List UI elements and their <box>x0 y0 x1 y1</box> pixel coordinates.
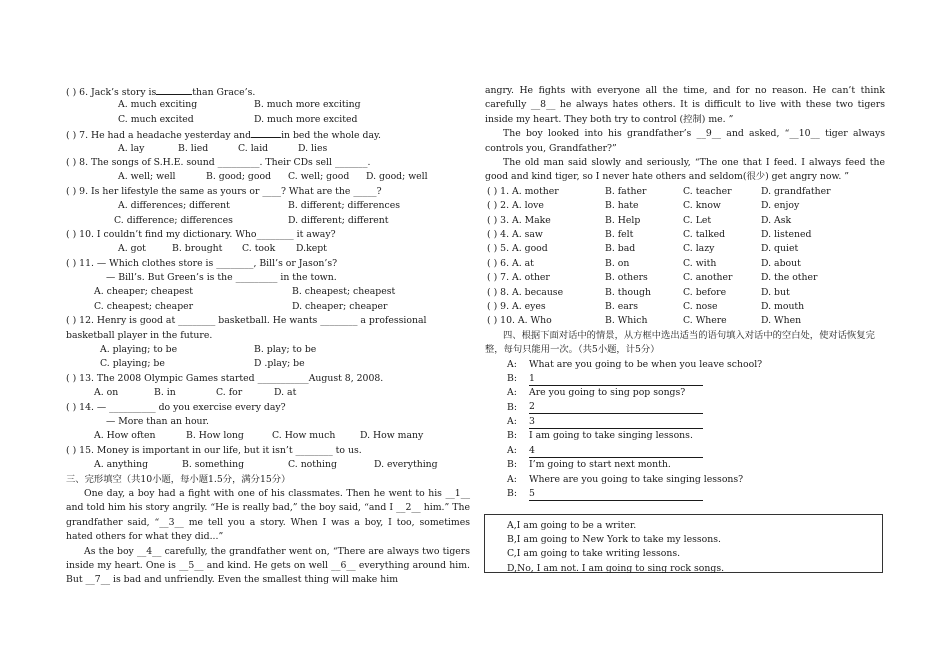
box-option-d: D,No, I am not. I am going to sing rock songs. <box>507 562 725 574</box>
question-9-options <box>66 199 470 213</box>
passage-paragraph-2: As the boy __4__ carefully, the grandfather went on, “There are always two tigers inside my heart. One is __5__ and kind. He gets on well __6__ everything around him. But __7__ is bad and unfriendly. Even the smallest thing will make him <box>66 545 470 586</box>
answer-blank <box>251 127 281 138</box>
box-option-c: C,I am going to take writing lessons. <box>507 548 681 560</box>
cloze-option-a: ( ) 3. A. Make <box>487 214 551 226</box>
question-6-options <box>66 98 470 112</box>
option-a: A. on <box>94 387 119 399</box>
option-b: B. lied <box>178 142 209 154</box>
option-d: D. How many <box>360 430 424 442</box>
option-b: B. something <box>182 459 245 471</box>
dialog-text: What are you going to be when you leave school? <box>529 358 763 370</box>
dialog-text: I am going to take singing lessons. <box>529 430 693 442</box>
dialog-speaker: A: <box>507 387 517 399</box>
dialog-line <box>485 372 885 386</box>
dialog-line <box>485 415 885 429</box>
passage-paragraph-4: The boy looked into his grandfather’s __9__ and asked, “__10__ tiger always controls you, Grandfather?” <box>485 128 885 154</box>
question-11-options-2 <box>66 300 470 314</box>
dialog-text: Where are you going to take singing lessons? <box>529 473 744 485</box>
dialog-speaker: B: <box>507 430 517 442</box>
option-a: A. How often <box>94 430 156 442</box>
option-b: B. much more exciting <box>254 99 361 111</box>
left-column <box>66 84 470 588</box>
option-a: A. got <box>118 243 146 255</box>
option-d: D. much more excited <box>254 113 358 125</box>
cloze-option-c: C. Where <box>683 315 727 327</box>
option-d: D. lies <box>298 142 328 154</box>
cloze-option-d: D. about <box>761 257 801 269</box>
option-d: D. different; different <box>288 214 389 226</box>
question-6 <box>66 84 470 98</box>
question-10-options <box>66 242 470 256</box>
cloze-option-d: D. mouth <box>761 300 805 312</box>
cloze-option-c: C. nose <box>683 300 718 312</box>
section-4-title: 四、根据下面对话中的情景，从方框中选出适当的语句填入对话中的空白处，使对话恢复完 <box>503 329 875 341</box>
cloze-option-row <box>485 257 885 271</box>
passage-paragraph-1: One day, a boy had a fight with one of his classmates. Then he went to his __1__ and told him his story angrily. “He is really bad,” the boy said, “and I __2__ him.” The grandfather said, “__3__ me tell you a story. When I was a boy, I too, sometimes hated others for what they did...” <box>66 487 470 543</box>
option-c: C. well; good <box>288 171 350 183</box>
question-9-options-2 <box>66 214 470 228</box>
option-b: B. cheapest; cheapest <box>292 286 396 298</box>
cloze-option-row <box>485 199 885 213</box>
question-14-options <box>66 429 470 443</box>
dialog-answer-blank[interactable]: 1 <box>529 373 703 386</box>
cloze-option-a: ( ) 9. A. eyes <box>487 300 546 312</box>
cloze-option-a: ( ) 1. A. mother <box>487 185 559 197</box>
option-c: C. nothing <box>288 459 337 471</box>
cloze-option-b: B. hate <box>605 200 639 212</box>
option-d: D. everything <box>374 459 438 471</box>
cloze-option-row <box>485 214 885 228</box>
option-b: B. brought <box>172 243 223 255</box>
option-b: B. different; differences <box>288 200 400 212</box>
cloze-option-row <box>485 286 885 300</box>
dialog-line <box>485 358 885 372</box>
option-c: C. How much <box>272 430 336 442</box>
cloze-option-b: B. father <box>605 185 647 197</box>
cloze-option-b: B. felt <box>605 229 634 241</box>
question-15: ( ) 15. Money is important in our life, but it isn’t ________ to us. <box>66 444 362 456</box>
cloze-option-row <box>485 314 885 328</box>
cloze-option-d: D. When <box>761 315 802 327</box>
cloze-option-a: ( ) 6. A. at <box>487 257 534 269</box>
cloze-option-row <box>485 242 885 256</box>
option-b: B. in <box>154 387 176 399</box>
cloze-option-c: C. before <box>683 286 727 298</box>
dialog-line <box>485 487 885 501</box>
passage-paragraph-3: angry. He fights with everyone all the time, and for no reason. He can’t think carefully __8__ he always hates others. It is difficult to live with these two tigers inside my heart. They both try to control (控制) me. ” <box>485 85 885 125</box>
option-b: B. How long <box>186 430 244 442</box>
question-11: ( ) 11. — Which clothes store is ________, Bill’s or Jason’s? <box>66 257 338 269</box>
question-12: ( ) 12. Henry is good at ________ basketball. He wants ________ a professional <box>66 315 427 327</box>
cloze-passage-right <box>485 84 885 185</box>
cloze-option-row <box>485 300 885 314</box>
option-a: A. anything <box>94 459 149 471</box>
dialog-line <box>485 386 885 400</box>
dialog-speaker: A: <box>507 444 517 456</box>
cloze-option-c: C. lazy <box>683 243 715 255</box>
question-13: ( ) 13. The 2008 Olympic Games started ___________August 8, 2008. <box>66 372 384 384</box>
question-8: ( ) 8. The songs of S.H.E. sound _________. Their CDs sell _______. <box>66 156 371 168</box>
cloze-option-a: ( ) 7. A. other <box>487 272 550 284</box>
option-c: C. difference; differences <box>114 214 233 226</box>
dialog-text: Are you going to sing pop songs? <box>529 387 686 399</box>
question-12-line-2: basketball player in the future. <box>66 329 213 341</box>
dialog-speaker: B: <box>507 401 517 413</box>
dialog-line <box>485 458 885 472</box>
cloze-option-row <box>485 185 885 199</box>
option-a: A. cheaper; cheapest <box>94 286 194 298</box>
cloze-option-a: ( ) 8. A. because <box>487 286 564 298</box>
cloze-passage-left <box>66 487 470 588</box>
dialog-answer-blank[interactable]: 5 <box>529 488 703 501</box>
option-a: A. lay <box>118 142 145 154</box>
dialog-text: I’m going to start next month. <box>529 459 671 471</box>
cloze-option-d: D. grandfather <box>761 185 831 197</box>
question-13-options <box>66 386 470 400</box>
cloze-option-c: C. with <box>683 257 717 269</box>
option-d: D.kept <box>296 243 327 255</box>
question-6-stem-a: ( ) 6. Jack’s story is <box>66 87 157 98</box>
cloze-option-d: D. listened <box>761 229 812 241</box>
option-a: A. differences; different <box>118 200 230 212</box>
option-b: B. good; good <box>206 171 272 183</box>
right-column <box>485 84 885 501</box>
option-a: A. well; well <box>118 171 176 183</box>
answer-option-box <box>484 514 883 573</box>
dialog-line <box>485 473 885 487</box>
cloze-option-row <box>485 271 885 285</box>
cloze-option-d: D. but <box>761 286 790 298</box>
option-b: B. play; to be <box>254 344 317 356</box>
question-15-options <box>66 458 470 472</box>
question-11-line-2: — Bill’s. But Green’s is the _________ in the town. <box>106 272 337 284</box>
question-7-stem-b: in bed the whole day. <box>281 130 381 142</box>
dialog-answer-blank[interactable]: 3 <box>529 416 703 429</box>
question-7 <box>66 127 470 141</box>
box-option-b: B,I am going to New York to take my lessons. <box>507 534 721 546</box>
cloze-option-b: B. Help <box>605 214 641 226</box>
question-7-stem-a: ( ) 7. He had a headache yesterday and <box>66 130 252 142</box>
question-14-line-2: — More than an hour. <box>106 415 209 427</box>
option-d: D. cheaper; cheaper <box>292 300 388 312</box>
dialog-answer-blank[interactable]: 2 <box>529 401 703 414</box>
cloze-option-d: D. quiet <box>761 243 799 255</box>
option-c: C. much excited <box>118 113 194 125</box>
cloze-option-a: ( ) 10. A. Who <box>487 315 552 327</box>
question-12-options <box>66 343 470 357</box>
answer-blank <box>156 84 192 95</box>
dialog-answer-blank[interactable]: 4 <box>529 445 703 458</box>
dialog-line <box>485 401 885 415</box>
dialog-speaker: A: <box>507 416 517 428</box>
option-d: D .play; be <box>254 358 305 370</box>
question-9: ( ) 9. Is her lifestyle the same as yours or ____? What are the _____? <box>66 185 382 197</box>
cloze-option-b: B. on <box>605 257 630 269</box>
cloze-option-c: C. talked <box>683 229 726 241</box>
cloze-option-d: D. Ask <box>761 214 792 226</box>
cloze-option-row <box>485 228 885 242</box>
cloze-option-b: B. ears <box>605 300 639 312</box>
question-6-stem-b: than Grace’s. <box>192 87 256 98</box>
cloze-option-a: ( ) 2. A. love <box>487 200 544 212</box>
cloze-option-c: C. Let <box>683 214 712 226</box>
dialog-speaker: B: <box>507 488 517 500</box>
box-option-a: A,I am going to be a writer. <box>507 520 637 531</box>
passage-paragraph-5: The old man said slowly and seriously, “The one that I feed. I always feed the good and kind tiger, so I never hate others and seldom(很少) get angry now. ” <box>485 157 885 183</box>
dialog-speaker: B: <box>507 372 517 384</box>
section-3-title: 三、完形填空（共10小题，每小题1.5分，满分15分） <box>66 473 291 485</box>
option-c: C. for <box>216 387 243 399</box>
dialog-speaker: A: <box>507 473 517 485</box>
question-10: ( ) 10. I couldn’t find my dictionary. Who________ it away? <box>66 228 336 240</box>
question-8-options <box>66 170 470 184</box>
option-c: C. laid <box>238 142 269 154</box>
dialog-line <box>485 444 885 458</box>
question-12-options-2 <box>66 357 470 371</box>
cloze-option-c: C. know <box>683 200 721 212</box>
cloze-option-d: D. enjoy <box>761 200 800 212</box>
option-c: C. playing; be <box>100 358 165 370</box>
cloze-option-b: B. Which <box>605 315 648 327</box>
question-11-options <box>66 285 470 299</box>
cloze-option-a: ( ) 4. A. saw <box>487 229 543 241</box>
option-d: D. good; well <box>366 171 428 183</box>
cloze-option-b: B. others <box>605 272 648 284</box>
cloze-option-c: C. another <box>683 272 733 284</box>
cloze-option-a: ( ) 5. A. good <box>487 243 548 255</box>
question-7-options <box>66 142 470 156</box>
dialog <box>485 358 885 502</box>
cloze-option-b: B. though <box>605 286 651 298</box>
dialog-line <box>485 429 885 443</box>
question-6-options-2 <box>66 113 470 127</box>
cloze-option-b: B. bad <box>605 243 636 255</box>
cloze-option-d: D. the other <box>761 272 818 284</box>
dialog-speaker: B: <box>507 459 517 471</box>
section-4-title-2: 整，每句只能用一次。（共5小题，计5分） <box>485 344 660 356</box>
cloze-option-c: C. teacher <box>683 185 732 197</box>
question-14: ( ) 14. — __________ do you exercise every day? <box>66 401 286 413</box>
option-c: C. cheapest; cheaper <box>94 300 194 312</box>
cloze-options <box>485 185 885 329</box>
option-d: D. at <box>274 387 297 399</box>
option-c: C. took <box>242 243 276 255</box>
option-a: A. much exciting <box>118 99 198 111</box>
option-a: A. playing; to be <box>100 344 178 356</box>
dialog-speaker: A: <box>507 358 517 370</box>
